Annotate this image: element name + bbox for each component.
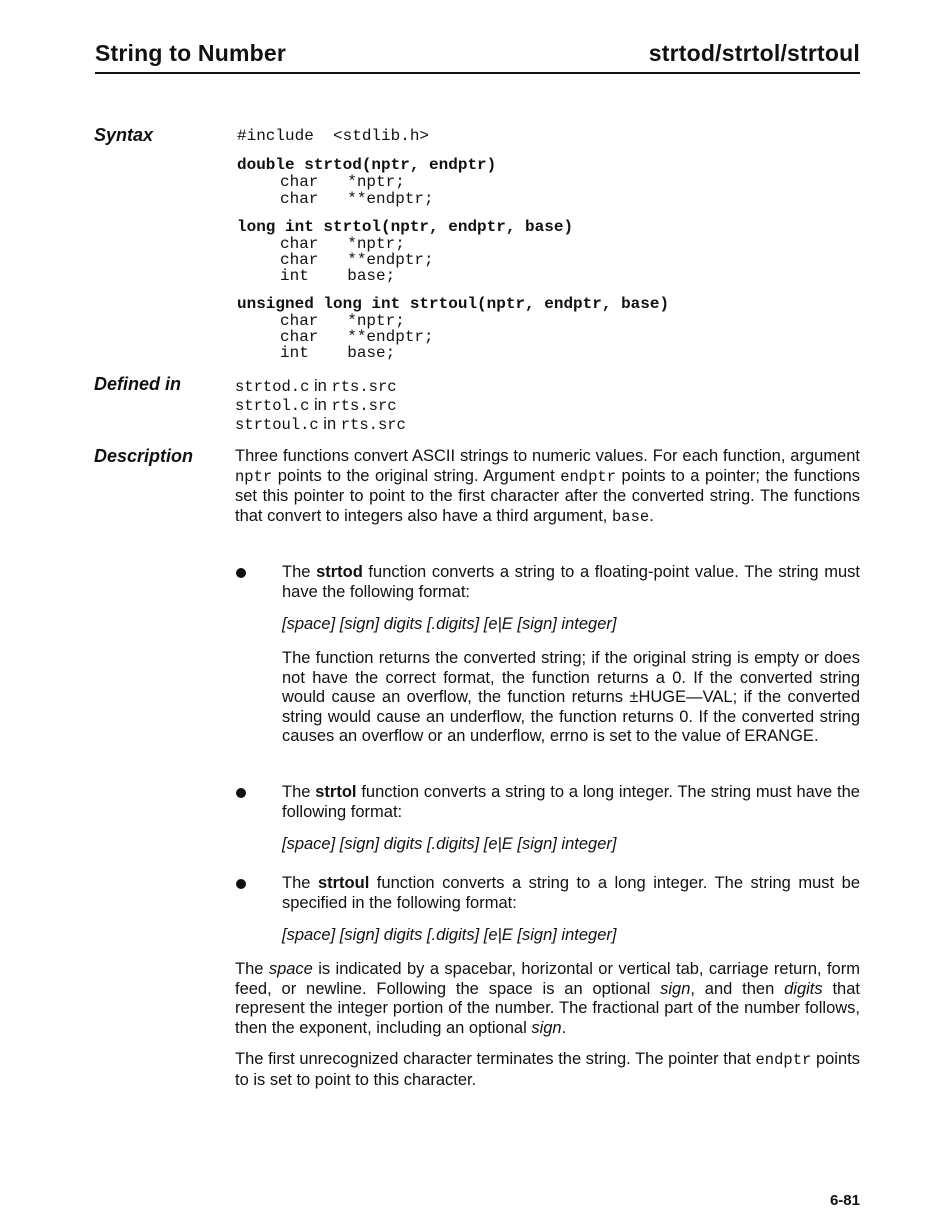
defined-in-entry: strtod.c in rts.src [235,377,397,396]
defined-in-entry: strtol.c in rts.src [235,396,397,415]
strtod-return-description: The function returns the converted string; if the original string is empty or does not have the correct format, the function returns a 0. If the converted string would cause an overflow, the function returns ±HUGE—VAL; if the converted string would cause an underflow, the function returns 0. If the converted string causes an overflow or an underflow, errno is set to the value of ERANGE. [282,649,860,745]
description-label: Description [94,446,194,466]
bullet-icon [236,568,246,578]
strtoul-declaration: unsigned long int strtoul(nptr, endptr, base) [237,295,670,313]
strtoul-param: char *nptr; [280,312,405,330]
defined-in-entry: strtoul.c in rts.src [235,415,406,434]
strtol-format: [space] [sign] digits [.digits] [e|E [sign] integer] [282,835,617,853]
strtol-param: int base; [280,267,396,285]
strtoul-format: [space] [sign] digits [.digits] [e|E [sign] integer] [282,926,617,944]
include-line: #include <stdlib.h> [237,127,430,145]
strtoul-param: char **endptr; [280,328,434,346]
bullet-icon [236,879,246,889]
strtol-declaration: long int strtol(nptr, endptr, base) [237,218,574,236]
page-header [95,38,860,74]
bullet-icon [236,788,246,798]
strtoul-bullet: The strtoul function converts a string to a long integer. The string must be specified in the following format: [282,874,860,912]
description-intro: Three functions convert ASCII strings to numeric values. For each function, argument nptr points to the original string. Argument endptr points to a pointer; the functions set this pointer to point to the first character after the converted string. The functions that convert to integers also have a third argument, base. [235,447,860,526]
strtod-bullet: The strtod function converts a string to a floating-point value. The string must have the following format: [282,563,860,601]
space-paragraph: The space is indicated by a spacebar, horizontal or vertical tab, carriage return, form feed, or newline. Following the space is an optional sign, and then digits that represent the integer portion of the number. The fractional part of the number follows, then the exponent, including an optional sign. [235,960,860,1037]
section-title: String to Number [95,40,287,66]
page-number: 6-81 [829,1192,860,1209]
syntax-label: Syntax [94,125,154,145]
strtod-format: [space] [sign] digits [.digits] [e|E [sign] integer] [282,615,617,633]
terminator-paragraph: The first unrecognized character terminates the string. The pointer that endptr points to is set to point to this character. [235,1050,860,1089]
strtol-bullet: The strtol function converts a string to a long integer. The string must have the following format: [282,783,860,821]
strtod-param: char **endptr; [280,190,434,208]
strtol-param: char **endptr; [280,251,434,269]
function-title: strtod/strtol/strtoul [648,40,860,66]
defined-in-label: Defined in [94,374,182,394]
strtol-param: char *nptr; [280,235,405,253]
strtod-param: char *nptr; [280,173,405,191]
strtoul-param: int base; [280,344,396,362]
strtod-declaration: double strtod(nptr, endptr) [237,156,497,174]
